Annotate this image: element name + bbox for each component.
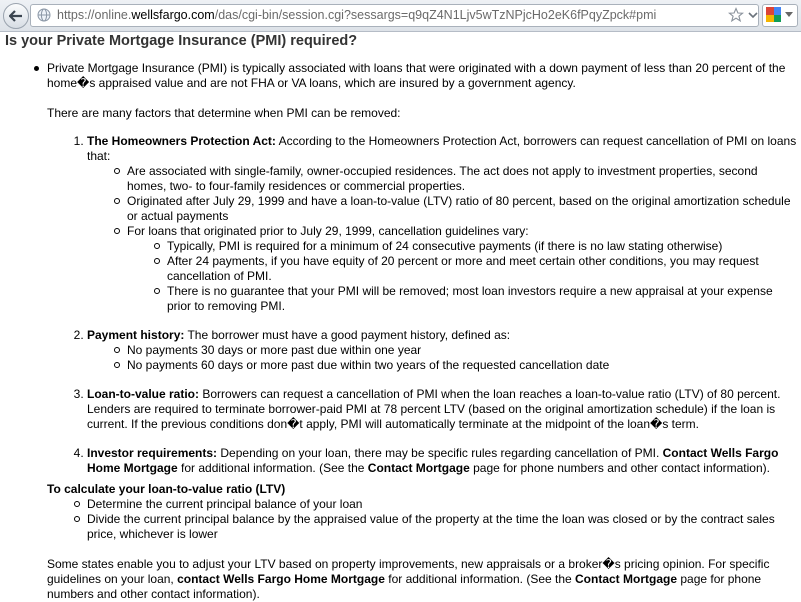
search-engine-box[interactable]	[762, 4, 798, 27]
factor-label: Loan-to-value ratio:	[87, 387, 200, 401]
ltv-title: To calculate your loan-to-value ratio (LTV)	[47, 482, 286, 496]
closing-paragraph: Some states enable you to adjust your LTV based on property improvements, new appraisals or a broker�s pricing opinion. For specific guidelines on your loan, contact Wells Fargo Home Mortgage for additional information. (See the Contact Mortgage page for phone numbers and other contact information).	[47, 557, 770, 601]
contact-mortgage-link[interactable]: Contact Mortgage	[575, 572, 678, 586]
chevron-down-icon	[785, 12, 793, 18]
list-item-text: For loans that originated prior to July 29, 1999, cancellation guidelines vary:	[127, 224, 529, 238]
list-item: No payments 30 days or more past due within one year	[127, 343, 799, 358]
factor-label: Investor requirements:	[87, 446, 218, 460]
ltv-steps-list	[47, 497, 799, 542]
factor-investor-requirements	[87, 446, 799, 476]
factor-text: Depending on your loan, there may be specific rules regarding cancellation of PMI.	[217, 446, 663, 460]
bookmark-star-icon[interactable]	[728, 7, 744, 23]
back-arrow-icon	[9, 10, 23, 22]
factor-payment-history	[87, 328, 799, 373]
list-item: Typically, PMI is required for a minimum of 24 consecutive payments (if there is no law stating otherwise)	[167, 239, 799, 254]
factor-text: for additional information. (See the	[177, 461, 368, 475]
pre-1999-guidelines-list	[127, 239, 799, 314]
list-item: Originated after July 29, 1999 and have a loan-to-value (LTV) ratio of 80 percent, based on the original amortization schedule or actual payments	[127, 194, 799, 224]
google-icon	[766, 7, 781, 22]
factors-list	[47, 134, 799, 476]
list-item	[127, 224, 799, 314]
contact-wells-fargo-link[interactable]: contact Wells Fargo Home Mortgage	[177, 572, 385, 586]
factor-text: Borrowers can request a cancellation of PMI when the loan reaches a loan-to-value ratio (LTV) of 80 percent. Lenders are required to terminate borrower-paid PMI at 78 percent LTV (based on the original amortization schedule) if the loan is current. If the previous conditions don�t apply, PMI will automatically terminate at the midpoint of the loan�s term.	[87, 387, 781, 431]
list-item: After 24 payments, if you have equity of 20 percent or more and meet certain other conditions, you may request cancellation of PMI.	[167, 254, 799, 284]
list-item: Are associated with single-family, owner-occupied residences. The act does not apply to investment properties, second homes, two- to four-family residences or commercial properties.	[127, 164, 799, 194]
globe-icon	[37, 8, 51, 22]
history-dropdown-icon[interactable]	[747, 9, 759, 21]
factor-label: The Homeowners Protection Act:	[87, 134, 276, 148]
browser-toolbar	[0, 0, 801, 32]
factor-text: According to the Homeowners Protection Act, borrowers can request cancellation of PMI on loans that:	[87, 134, 797, 163]
factor-text: The borrower must have a good payment history, defined as:	[184, 328, 511, 342]
contact-mortgage-link[interactable]: Contact Mortgage	[367, 461, 470, 475]
contact-wells-fargo-link[interactable]: Contact Wells Fargo Home Mortgage	[87, 446, 779, 475]
list-item: There is no guarantee that your PMI will be removed; most loan investors require a new appraisal at your expense prior to removing PMI.	[167, 284, 799, 314]
ltv-section	[47, 482, 799, 602]
payment-history-list	[87, 343, 799, 373]
intro-paragraph: Private Mortgage Insurance (PMI) is typically associated with loans that were originated with a down payment of less than 20 percent of the home�s appraised value and are not FHA or VA loans, which are insured by a government agency.	[47, 61, 799, 91]
url-text: https://online.wellsfargo.com/das/cgi-bin/session.cgi?sessargs=q9qZ4N1Ljv5wTzNPjcHo2eK6fPqyZpck#pmi	[57, 8, 657, 22]
page-content	[0, 31, 801, 602]
factors-intro: There are many factors that determine when PMI can be removed:	[47, 106, 401, 120]
factor-text: page for phone numbers and other contact information).	[469, 461, 770, 475]
hpa-conditions-list	[87, 164, 799, 314]
list-item: No payments 60 days or more past due within two years of the requested cancellation date	[127, 358, 799, 373]
factor-homeowners-protection-act	[87, 134, 799, 314]
address-bar[interactable]	[30, 4, 759, 27]
factor-loan-to-value	[87, 387, 799, 432]
list-item: Divide the current principal balance by the appraised value of the property at the time the loan was closed or by the contract sales price, whichever is lower	[87, 512, 799, 542]
pmi-section	[47, 61, 799, 476]
back-button[interactable]	[3, 3, 29, 29]
factor-label: Payment history:	[87, 328, 185, 342]
page-title: Is your Private Mortgage Insurance (PMI) required?	[5, 33, 358, 49]
list-item: Determine the current principal balance of your loan	[87, 497, 799, 512]
